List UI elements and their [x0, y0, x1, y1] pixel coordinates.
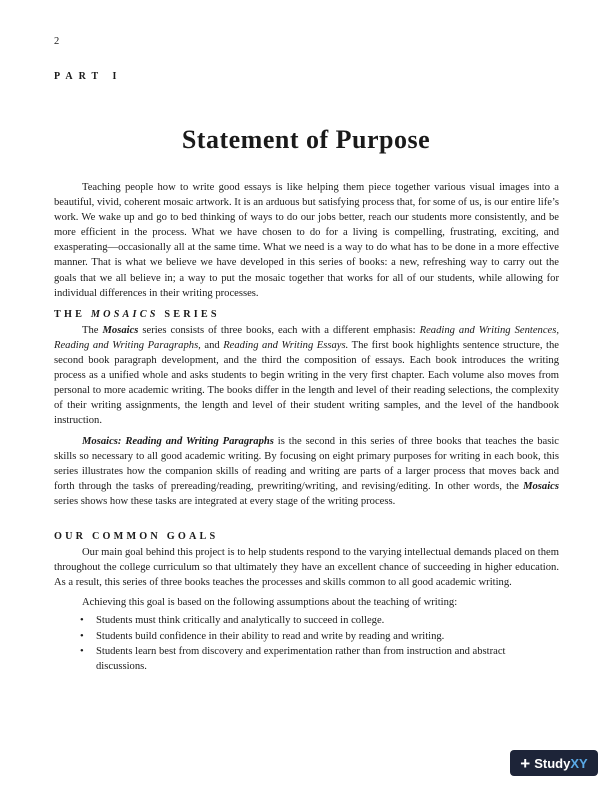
list-item — [82, 613, 559, 628]
goals-heading: OUR COMMON GOALS — [54, 530, 219, 542]
text-run: The first book highlights sentence structure, the second book paragraph development, and the third the composition of essays. Each book introduces the writing process as a unified whole and asks students to begin writing in the very first chapter. Each volume also moves from personal to more academic writing. The books differ in the length and level of their reading selections, the complexity of their writing assignments, the length and level of their student writing samples, and the level of the handbook instruction. — [54, 339, 559, 427]
assumptions-list — [54, 613, 559, 673]
series-paragraph-1 — [54, 323, 559, 429]
list-item-text: Students build confidence in their ability to read and write by reading and writing. — [96, 630, 445, 642]
text-run: series consists of three books, each with a different emphasis: — [138, 324, 420, 336]
text-run: series shows how these tasks are integrated at every stage of the writing process. — [54, 495, 396, 507]
text-run: and — [200, 339, 224, 351]
list-item — [82, 629, 559, 644]
plus-icon: + — [520, 753, 531, 773]
part-label: PART I — [54, 71, 123, 82]
book-titles-1: Reading and Writing Sentences, Reading and Writing Paragraphs, — [54, 324, 560, 351]
series-paragraph-2 — [54, 434, 559, 509]
series-heading-em: MOSAICS — [90, 308, 159, 320]
intro-paragraph: Teaching people how to write good essays is like helping them piece together various visual images into a beautiful, vivid, coherent mosaic artwork. It is an arduous but satisfying process that, for some of us, is our entire life’s work. We wake up and go to bed thinking of ways to do our jobs better, reach our students more consistently, and be more efficient in the process. What we have chosen to do for a living is compelling, frustrating, exciting, and exasperating—occasionally all at the same time. What we need is a way to do what has to be done in a more effective manner. That is what we believe we have developed in this series of books: a new, refreshing way to carry out the goals that we all believe in; a way to put the mosaic together that works for all of our students, while allowing for individual differences in their writing processes. — [54, 182, 559, 299]
mosaics-title: Mosaics — [102, 324, 139, 336]
list-item-text: Students learn best from discovery and experimentation rather than from instruction and abstract discussions. — [96, 645, 506, 672]
body-text — [54, 180, 559, 674]
bullet-icon: • — [80, 630, 84, 642]
bullet-icon: • — [80, 645, 84, 657]
watermark-text: Study — [534, 755, 571, 771]
text-run: The — [82, 324, 103, 336]
studyxy-watermark-badge — [510, 750, 598, 776]
book-titles-2: Reading and Writing Essays. — [223, 339, 349, 351]
goals-paragraph-1: Our main goal behind this project is to help students respond to the varying intellectual demands placed on them throughout the college curriculum so that ultimately they have an excellent chance of succeeding in higher education. As a result, this series of three books teaches the processes and skills common to all good academic writing. — [54, 547, 559, 589]
list-item — [82, 644, 559, 674]
page-title: Statement of Purpose — [181, 125, 431, 155]
page-number: 2 — [54, 36, 60, 47]
series-heading-post: SERIES — [164, 308, 220, 320]
list-item-text: Students must think critically and analytically to succeed in college. — [96, 615, 385, 627]
text-run: is the second in this series of three books that teaches the basic skills so necessary to all good academic writing. By focusing on eight primary purposes for writing in each book, this series illustrates how the companion skills of reading and writing are parts of a larger process that moves back and forth through the tasks of prereading/reading, prewriting/writing, and revising/editing. In other words, the — [54, 435, 559, 492]
series-heading — [54, 307, 559, 322]
mosaics-title: Mosaics — [523, 480, 559, 492]
goals-paragraph-2: Achieving this goal is based on the following assumptions about the teaching of writing: — [82, 597, 458, 609]
series-heading-pre: THE — [54, 308, 86, 320]
watermark-accent-text: XY — [570, 755, 588, 771]
bullet-icon: • — [80, 615, 84, 627]
book-title-paragraphs: Mosaics: Reading and Writing Paragraphs — [82, 435, 274, 447]
